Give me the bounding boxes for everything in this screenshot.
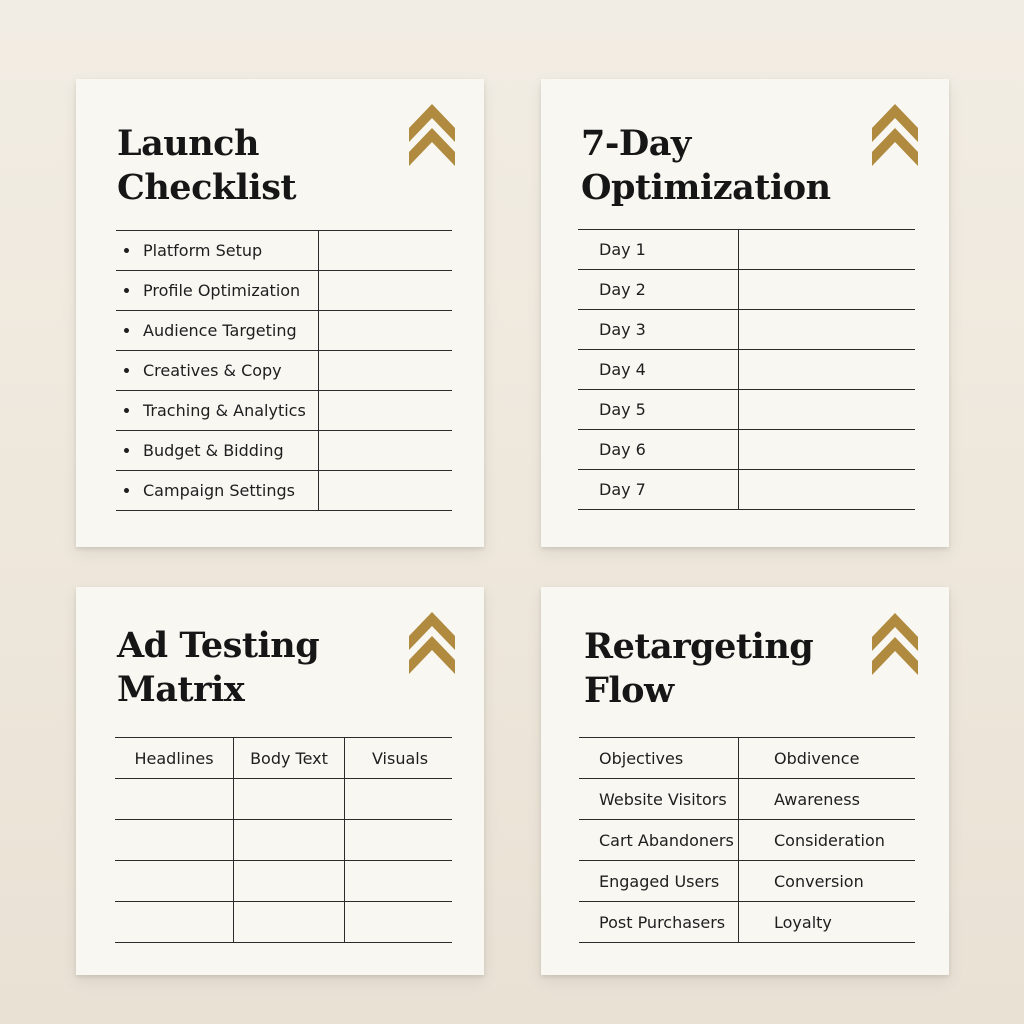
checklist-status-cell[interactable] xyxy=(320,231,452,270)
checklist-item-label: Campaign Settings xyxy=(143,481,295,500)
matrix-cell[interactable] xyxy=(115,779,233,819)
table-row xyxy=(578,270,915,310)
bullet-icon xyxy=(124,488,129,493)
funnel-stage-label: Obdivence xyxy=(774,748,860,768)
table-row xyxy=(578,430,915,470)
retargeting-flow-card xyxy=(541,587,949,975)
title-line-1: 7-Day xyxy=(581,123,691,164)
day-label: Day 4 xyxy=(599,360,646,379)
double-chevron-up-icon xyxy=(409,104,455,166)
table-row xyxy=(115,820,452,861)
ad-testing-matrix-card xyxy=(76,587,484,975)
table-row xyxy=(115,861,452,902)
title-line-2: Optimization xyxy=(581,167,831,208)
column-header: Body Text xyxy=(250,748,328,768)
table-row xyxy=(116,351,452,391)
table-header-row xyxy=(115,738,452,779)
table-row xyxy=(116,271,452,311)
bullet-icon xyxy=(124,448,129,453)
matrix-cell[interactable] xyxy=(346,861,452,901)
optimization-day-table xyxy=(578,229,915,510)
retargeting-flow-table xyxy=(579,737,915,943)
checklist-status-cell[interactable] xyxy=(320,311,452,350)
column-header: Visuals xyxy=(371,748,429,768)
matrix-cell[interactable] xyxy=(115,820,233,860)
day-label: Day 5 xyxy=(599,400,646,419)
day-notes-cell[interactable] xyxy=(740,390,915,429)
launch-checklist-title xyxy=(117,122,296,210)
bullet-icon xyxy=(124,368,129,373)
bullet-icon xyxy=(124,288,129,293)
optimization-title xyxy=(581,122,831,210)
bullet-icon xyxy=(124,328,129,333)
checklist-item-label: Profile Optimization xyxy=(143,281,301,300)
funnel-stage-label: Conversion xyxy=(774,871,864,891)
table-row xyxy=(116,471,452,511)
funnel-stage-label: Consideration xyxy=(774,830,885,850)
table-row xyxy=(116,311,452,351)
title-line-1: Launch xyxy=(117,123,259,164)
table-row xyxy=(579,738,915,779)
matrix-cell[interactable] xyxy=(346,902,452,942)
day-notes-cell[interactable] xyxy=(740,350,915,389)
double-chevron-up-icon xyxy=(872,104,918,166)
matrix-cell[interactable] xyxy=(235,779,344,819)
table-row xyxy=(115,779,452,820)
matrix-cell[interactable] xyxy=(235,861,344,901)
table-row xyxy=(578,470,915,510)
matrix-cell[interactable] xyxy=(346,820,452,860)
retargeting-title xyxy=(584,625,813,713)
title-line-1: Retargeting xyxy=(584,626,814,667)
table-row xyxy=(579,779,915,820)
ad-testing-title xyxy=(117,624,319,712)
title-line-2: Matrix xyxy=(117,669,245,710)
column-header: Headlines xyxy=(134,748,214,768)
launch-checklist-card xyxy=(76,79,484,547)
table-row xyxy=(579,820,915,861)
audience-label: Website Visitors xyxy=(599,789,727,809)
day-notes-cell[interactable] xyxy=(740,270,915,309)
table-row xyxy=(578,350,915,390)
table-row xyxy=(579,902,915,943)
table-row xyxy=(578,230,915,270)
audience-label: Post Purchasers xyxy=(599,912,726,932)
table-row xyxy=(578,310,915,350)
day-label: Day 2 xyxy=(599,280,646,299)
checklist-item-label: Budget & Bidding xyxy=(143,441,284,460)
matrix-cell[interactable] xyxy=(115,902,233,942)
audience-label: Engaged Users xyxy=(599,871,720,891)
checklist-item-label: Creatives & Copy xyxy=(143,361,282,380)
table-row xyxy=(116,431,452,471)
checklist-item-label: Platform Setup xyxy=(143,241,263,260)
day-label: Day 1 xyxy=(599,240,646,259)
title-line-1: Ad Testing xyxy=(117,625,320,666)
day-notes-cell[interactable] xyxy=(740,310,915,349)
table-row xyxy=(116,391,452,431)
double-chevron-up-icon xyxy=(409,612,455,674)
table-row xyxy=(115,902,452,943)
ad-testing-matrix-table xyxy=(115,737,452,943)
day-notes-cell[interactable] xyxy=(740,430,915,469)
bullet-icon xyxy=(124,408,129,413)
matrix-cell[interactable] xyxy=(115,861,233,901)
audience-label: Objectives xyxy=(599,748,684,768)
matrix-cell[interactable] xyxy=(235,902,344,942)
checklist-item-label: Traching & Analytics xyxy=(143,401,306,420)
checklist-status-cell[interactable] xyxy=(320,271,452,310)
checklist-status-cell[interactable] xyxy=(320,391,452,430)
seven-day-optimization-card xyxy=(541,79,949,547)
funnel-stage-label: Loyalty xyxy=(774,912,832,932)
table-row xyxy=(579,861,915,902)
title-line-2: Flow xyxy=(584,670,674,711)
checklist-status-cell[interactable] xyxy=(320,471,452,510)
matrix-cell[interactable] xyxy=(346,779,452,819)
double-chevron-up-icon xyxy=(872,613,918,675)
table-row xyxy=(578,390,915,430)
matrix-cell[interactable] xyxy=(235,820,344,860)
day-label: Day 6 xyxy=(599,440,646,459)
checklist-status-cell[interactable] xyxy=(320,351,452,390)
checklist-status-cell[interactable] xyxy=(320,431,452,470)
table-row xyxy=(116,231,452,271)
funnel-stage-label: Awareness xyxy=(774,789,860,809)
day-label: Day 3 xyxy=(599,320,646,339)
checklist-item-label: Audience Targeting xyxy=(143,321,297,340)
day-label: Day 7 xyxy=(599,480,646,499)
audience-label: Cart Abandoners xyxy=(599,830,734,850)
bullet-icon xyxy=(124,248,129,253)
day-notes-cell[interactable] xyxy=(740,230,915,269)
title-line-2: Checklist xyxy=(117,167,297,208)
day-notes-cell[interactable] xyxy=(740,470,915,509)
launch-checklist-list xyxy=(116,230,452,511)
